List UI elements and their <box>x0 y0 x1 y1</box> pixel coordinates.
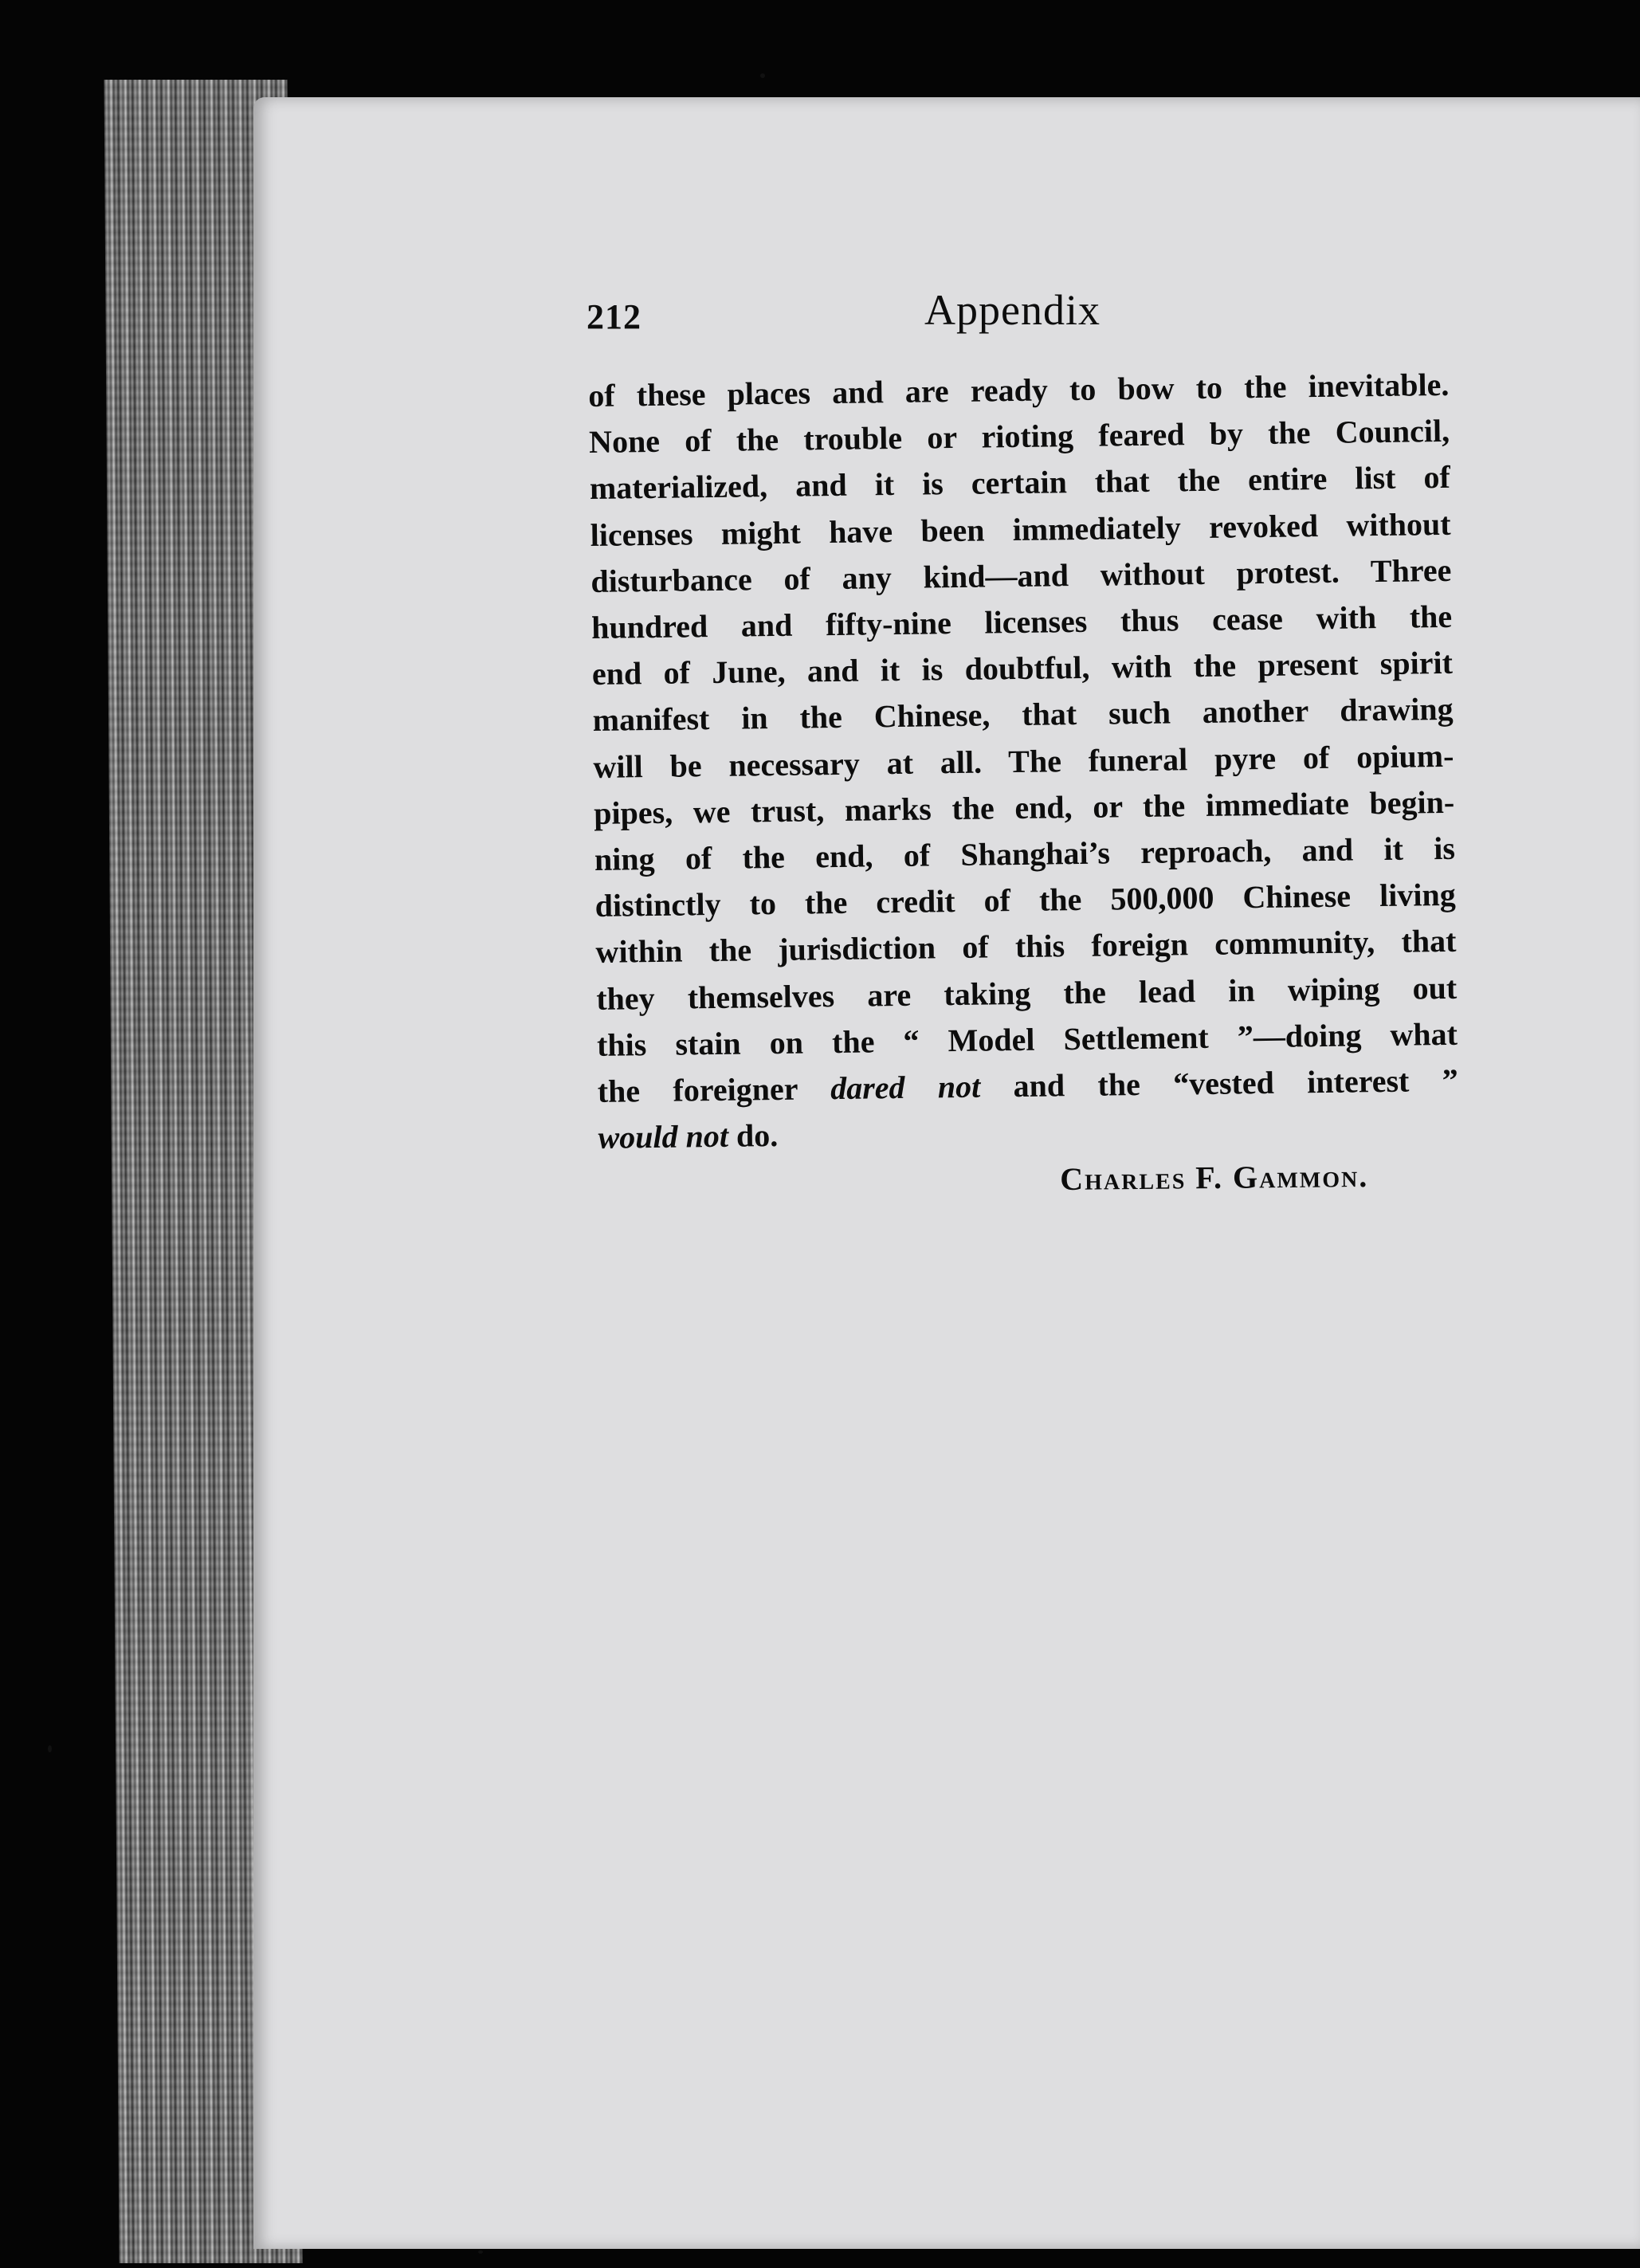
text-line: they themselves are taking the lead in wiping out <box>595 969 1458 1017</box>
speck <box>48 1745 52 1752</box>
body-text <box>588 362 1459 1162</box>
running-head <box>587 285 1120 349</box>
speck <box>760 73 765 78</box>
text-run: do. <box>728 1117 779 1155</box>
text-line: of these places and are ready to bow to the inevitable. <box>588 366 1450 414</box>
text-line: end of June, and it is doubtful, with the present spirit <box>591 645 1454 693</box>
italic-text-run: would not <box>598 1118 729 1156</box>
text-line: hundred and fifty-nine licenses thus cease with the <box>590 598 1453 645</box>
text-line: None of the trouble or rioting feared by the Council, <box>588 413 1450 461</box>
text-line: within the jurisdiction of this foreign community, that <box>595 923 1457 971</box>
italic-text-run: dared not <box>830 1068 981 1107</box>
text-run: the foreigner <box>597 1070 831 1109</box>
page-number: 212 <box>587 297 641 336</box>
running-title: Appendix <box>924 286 1101 334</box>
text-line: licenses might have been immediately revoked without <box>590 505 1451 553</box>
speck <box>478 2250 483 2254</box>
text-line: disturbance of any kind—and without protest. Three <box>590 551 1452 599</box>
text-line: manifest in the Chinese, that such another drawing <box>592 691 1454 739</box>
text-run: and the “vested interest ” <box>979 1061 1459 1105</box>
author-signature: Charles F. Gammon. <box>1060 1157 1369 1197</box>
text-line: distinctly to the credit of the 500,000 Chinese living <box>594 877 1456 924</box>
text-line: pipes, we trust, marks the end, or the immediate begin- <box>593 783 1455 831</box>
text-line: will be necessary at all. The funeral pyre of opium- <box>593 737 1454 785</box>
text-line: this stain on the “ Model Settlement ”—doing what <box>596 1015 1458 1063</box>
text-line: materialized, and it is certain that the entire list of <box>589 459 1451 507</box>
text-line: ning of the end, of Shanghai’s reproach, and it is <box>594 830 1456 877</box>
